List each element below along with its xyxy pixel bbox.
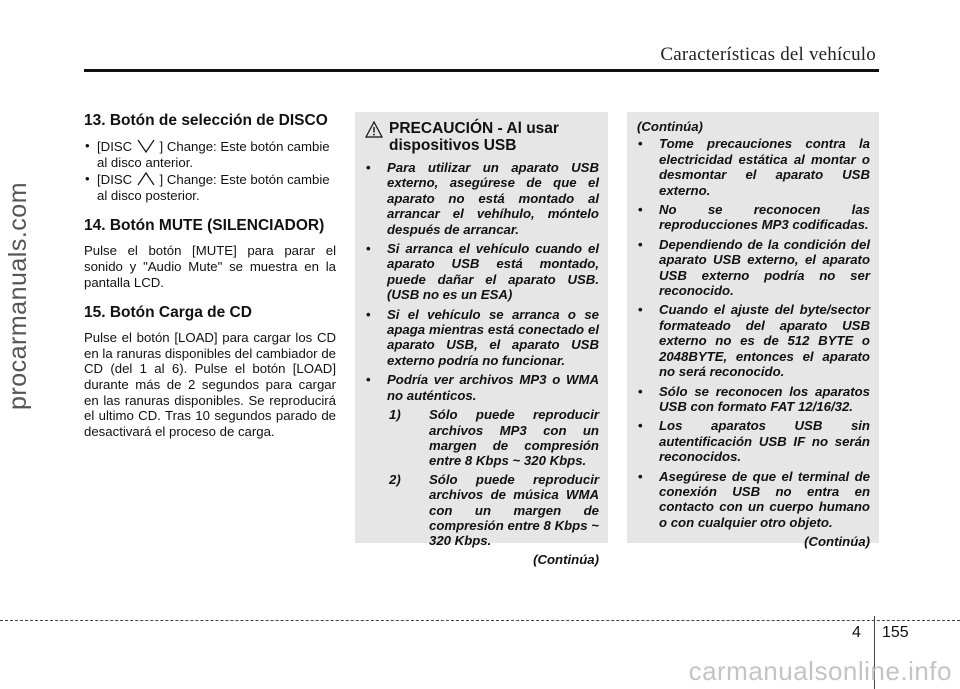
- chapter-number: 4: [852, 624, 861, 641]
- left-column: [84, 112, 336, 453]
- continuation-list: [637, 136, 870, 530]
- footer-rule: [0, 620, 960, 621]
- page-header-title: Características del vehículo: [660, 44, 876, 65]
- caution-subitem: [387, 472, 599, 549]
- section-13-list: [84, 138, 336, 203]
- continuation-item: • Dependiendo de la condición del aparato USB externo, el aparato USB externo podría no ser reconocido.: [637, 237, 870, 299]
- section-14-title: 14. Botón MUTE (SILENCIADOR): [84, 217, 325, 235]
- caution-header: [355, 112, 608, 154]
- caution-subitem: [387, 407, 599, 469]
- caution-sublist: [387, 407, 599, 549]
- continuation-panel: [627, 112, 879, 550]
- continuation-item: • Asegúrese de que el terminal de conexión USB no entra en contacto con un cuerpo humano o con cualquier otro objeto.: [637, 469, 870, 531]
- caution-item: • Si arranca el vehículo cuando el aparato USB está montado, puede dañar el aparato USB. (USB no es un ESA): [365, 241, 599, 303]
- header-rule: [84, 69, 879, 72]
- disc-up-item: [84, 171, 336, 203]
- page-number: 155: [882, 624, 909, 641]
- subitem-text: Sólo puede reproducir archivos MP3 con un margen de compresión entre 8 Kbps ~ 320 Kbps.: [429, 407, 599, 469]
- caution-title: PRECAUCIÓN - Al usar dispositivos USB: [389, 120, 559, 154]
- section-15-body: Pulse el botón [LOAD] para cargar los CD en la ranuras disponibles del cambiador de CD (del 1 al 6). Pulse el botón [LOAD] durante más de 2 segundos para cargar en las ranuras disponibles. Se reproducirá el ultimo CD. Tras 10 segundos parado de desactivará el proceso de carga.: [84, 330, 336, 439]
- continuation-body: [627, 112, 879, 550]
- disc-down-prefix: [DISC: [97, 139, 136, 154]
- continues-note: (Continúa): [804, 534, 870, 550]
- subitem-number: 2): [389, 471, 401, 487]
- caution-panel: [355, 112, 608, 567]
- section-14-body: Pulse el botón [MUTE] para parar el sonido y "Audio Mute" se muestra en la pantalla LCD.: [84, 243, 336, 290]
- continuation-item: • Los aparatos USB sin autentificación USB IF no serán reconocidos.: [637, 418, 870, 464]
- caution-item: • Para utilizar un aparato USB externo, asegúrese de que el aparato no está montado al arrancar el vehíhulo, móntelo después de arrancar.: [365, 160, 599, 237]
- warning-icon: [365, 121, 383, 139]
- continuation-item: • Cuando el ajuste del byte/sector formateado del aparato USB externo no es de 512 BYTE o 2048BYTE, entonces el aparato no será reconocido.: [637, 302, 870, 379]
- caution-list: [355, 160, 608, 567]
- caution-item-mp3: [365, 372, 599, 567]
- continued-lead: (Continúa): [637, 119, 703, 134]
- disc-up-prefix: [DISC: [97, 172, 136, 188]
- section-13-title: 13. Botón de selección de DISCO: [84, 112, 328, 129]
- watermark-bottom: carmanualsonline.info: [688, 656, 952, 686]
- watermark-side: procarmanuals.com: [4, 181, 32, 410]
- continuation-item: • No se reconocen las reproducciones MP3 codificadas.: [637, 202, 870, 233]
- continuation-item: • Sólo se reconocen los aparatos USB con formato FAT 12/16/32.: [637, 384, 870, 415]
- chevron-up-icon: [137, 171, 155, 187]
- caution-item-text: Podría ver archivos MP3 o WMA no auténticos.: [387, 372, 599, 403]
- section-15-title: 15. Botón Carga de CD: [84, 304, 252, 322]
- subitem-text: Sólo puede reproducir archivos de música WMA con un margen de compresión entre 8 Kbps ~ 320 Kbps.: [429, 471, 599, 549]
- caution-item: • Si el vehículo se arranca o se apaga mientras está conectado el aparato USB, el aparato USB externo podría no funcionar.: [365, 307, 599, 369]
- continues-note: (Continúa): [533, 551, 599, 567]
- disc-down-item: [84, 138, 336, 170]
- disc-up-text: ] Change: Este botón cambie al disco posterior.: [97, 172, 330, 203]
- continuation-item: • Tome precauciones contra la electricidad estática al montar o desmontar el aparato USB externo.: [637, 136, 870, 198]
- subitem-number: 1): [389, 407, 401, 423]
- chevron-down-icon: [137, 138, 155, 154]
- disc-down-text: ] Change: Este botón cambie al disco anterior.: [97, 139, 330, 170]
